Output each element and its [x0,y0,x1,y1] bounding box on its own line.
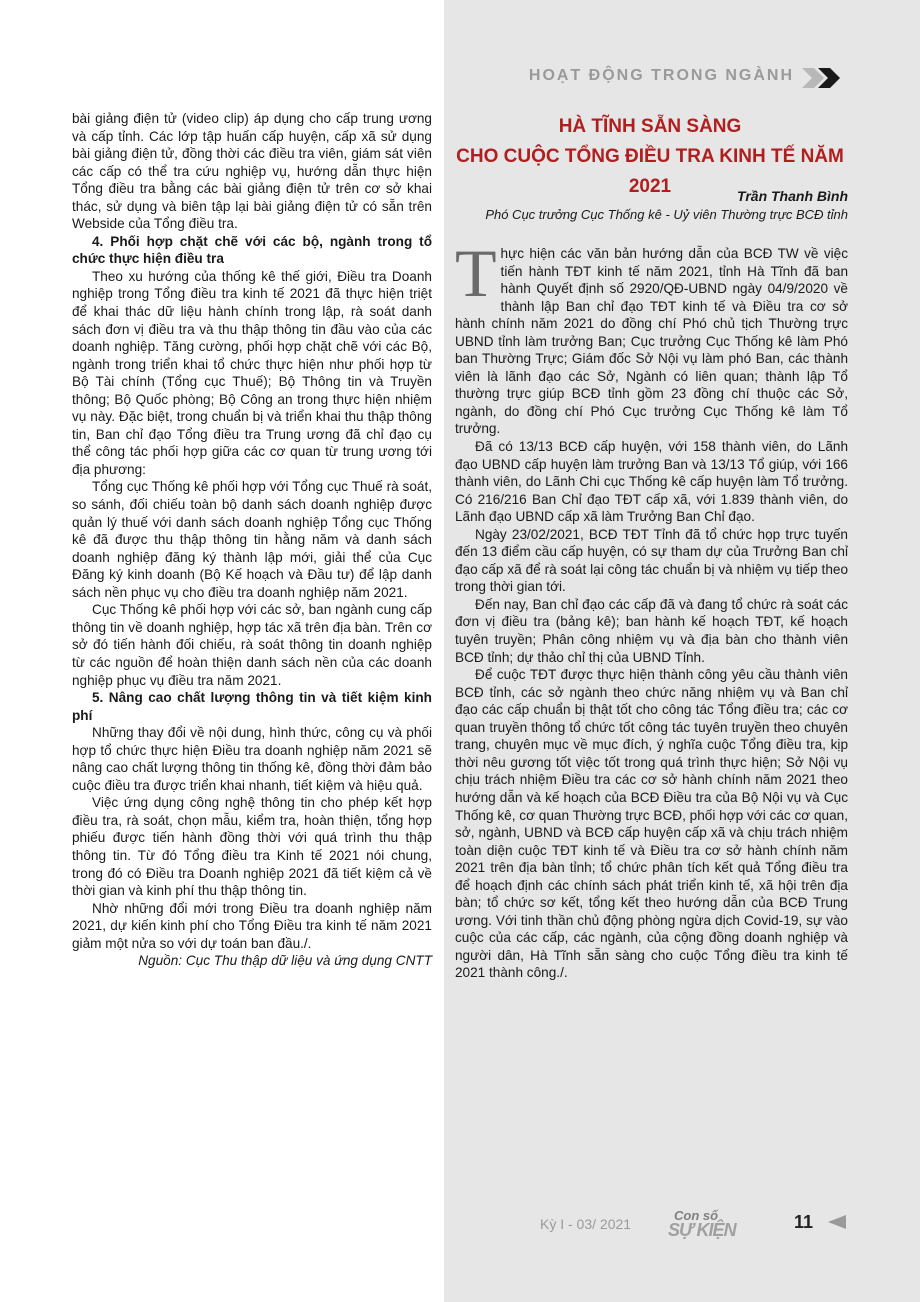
title-line-2: CHO CUỘC TỔNG ĐIỀU TRA KINH TẾ NĂM 2021 [456,146,844,197]
page-footer [540,1208,850,1242]
double-chevron-icon [800,66,850,90]
paragraph-body: Những thay đổi về nội dung, hình thức, công cụ và phối hợp tổ chức thực hiện Điều tra doanh nghiệp năm 2021 sẽ nâng cao chất lượng thông tin thống kê, đồng thời đảm bảo cuộc điều tra được triển khai nhanh, tiết kiệm và hiệu quả. [72,725,432,793]
title-line-1: HÀ TĨNH SẴN SÀNG [558,116,742,137]
drop-cap: T [455,235,497,311]
heading-section-5: 5. Nâng cao chất lượng thông tin và tiết kiệm kinh phí [72,690,432,723]
heading-section-4: 4. Phối hợp chặt chẽ với các bộ, ngành trong tổ chức thực hiện điều tra [72,233,432,267]
lead-text: hực hiện các văn bản hướng dẫn của BCĐ TW về việc tiến hành TĐT kinh tế năm 2021, tỉnh Hà Tĩnh đã ban hành Quyết định số 2920/QĐ-UBND ngày 04/9/2020 về thành lập Ban chỉ đạo TĐT kinh tế và Điều tra cơ sở hành chính năm 2021 do đồng chí Phó chủ tịch Thường trực UBND tỉnh làm trưởng Ban; Cục trưởng Cục Thống kê làm Phó ban Thường Trực; Giám đốc Sở Nội vụ làm phó Ban, các thành viên là lãnh đạo các Sở, Ngành có liên quan; thành lập Tổ thường trực giúp BCĐ tỉnh gồm 23 đồng chí thuộc các Sở, ngành, do đồng chí Phó Cục trưởng Cục Thống kê làm Tổ trưởng. [455,246,848,437]
paragraph-body: Tổng cục Thống kê phối hợp với Tổng cục Thuế rà soát, so sánh, đối chiếu toàn bộ danh sách doanh nghiệp được quản lý thuế với danh sách doanh nghiệp Tổng cục Thống kê đã được thu thập thông tin hằng năm và danh sách doanh nghiệp đăng ký thành lập mới, giải thể của Cục Đăng ký kinh doanh (Bộ Kế hoạch và Đầu tư) để lập danh sách nền phục vụ cho điều tra doanh nghiệp năm 2021. [72,479,432,600]
magazine-logo-top: Con số [674,1208,719,1223]
author-name: Trần Thanh Bình [737,188,848,204]
page-arrow-icon [826,1214,848,1230]
left-article-text [72,110,432,970]
author-role: Phó Cục trưởng Cục Thống kê - Uỷ viên Thường trực BCĐ tỉnh [485,207,848,222]
paragraph-body: Ngày 23/02/2021, BCĐ TĐT Tỉnh đã tổ chức họp trực tuyến đến 13 điểm cầu cấp huyện, có sự tham dự của Trưởng Ban chỉ đạo cấp xã để rà soát lại công tác chuẩn bị và nhiệm vụ tiếp theo trong thời gian tới. [455,526,848,595]
page-number: 11 [794,1212,814,1232]
issue-label: Kỳ I - 03/ 2021 [540,1216,632,1232]
magazine-logo-bottom: SỰ KIỆN [668,1220,736,1240]
paragraph-body: Để cuộc TĐT được thực hiện thành công yêu cầu thành viên BCĐ tỉnh, các sở ngành theo chức năng nhiệm vụ và Ban chỉ đạo các cấp chuẩn bị thật tốt cho công tác Tổng điều tra; các cơ quan truyền thông tổ chức tốt công tác tuyên truyền theo chuyên trang, chuyên mục về mục đích, ý nghĩa cuộc Tổng điều tra, kịp thời nêu gương tốt việc tốt trong quá trình thực hiện; Sở Nội vụ chịu trách nhiệm Điều tra các cơ sở hành chính năm 2021 theo hướng dẫn và kế hoạch của BCĐ Điều tra của Bộ Nội vụ và Cục Thống kê, cơ quan Thường trực BCĐ, phối hợp với các cơ quan, sở, ngành, UBND và BCĐ cấp huyện cấp xã và chịu trách nhiệm toàn diện cuộc TĐT kinh tế và Điều tra cơ sở hành chính năm 2021 trên địa bàn tỉnh; tổ chức phân tích kết quả Tổng điều tra để hoạch định các chính sách phát triển kinh tế, xã hội trên địa bàn; tổ chức sơ kết, tổng kết theo hướng dẫn của BCĐ Trung ương. Với tinh thần chủ động phòng ngừa dịch Covid-19, sự vào cuộc của các cấp, các ngành, của cộng đồng doanh nghiệp và người dân, Hà Tĩnh sẵn sàng cho cuộc Tổng điều tra kinh tế 2021 thành công./. [455,667,848,981]
paragraph-body: Nhờ những đổi mới trong Điều tra doanh nghiệp năm 2021, dự kiến kinh phí cho Tổng Điều tra kinh tế năm 2021 giảm một nửa so với dự toán ban đầu./. [72,900,432,951]
section-label: HOẠT ĐỘNG TRONG NGÀNH [528,67,794,84]
paragraph-lead [455,235,848,438]
paragraph-body: Việc ứng dụng công nghệ thông tin cho phép kết hợp điều tra, rà soát, chọn mẫu, kiểm tra, hoàn thiện, tổng hợp phiếu được tiến hành đồng thời với quá trình thu thập thông tin. Từ đó Tổng điều tra Kinh tế 2021 nói chung, trong đó có Điều tra Doanh nghiệp 2021 đã tiết kiệm cả về thời gian và kinh phí thu thập thông tin. [72,795,432,899]
right-article-text [455,235,848,982]
paragraph-body: Đến nay, Ban chỉ đạo các cấp đã và đang tổ chức rà soát các đơn vị điều tra (bảng kê); ban hành kế hoạch TĐT, kế hoạch tuyên truyền; Phân công nhiệm vụ và địa bàn cho thành viên BCĐ tỉnh; dự thảo chỉ thị của UBND Tỉnh. [455,596,848,665]
paragraph-body: Theo xu hướng của thống kê thế giới, Điều tra Doanh nghiệp trong Tổng điều tra kinh tế 2021 đã thực hiện triệt để khai thác dữ liệu hành chính trong lập, rà soát danh sách đơn vị điều tra và thu thập thông tin đầu vào của các doanh nghiệp. Tăng cường, phối hợp chặt chẽ với các Bộ, ngành trong triển khai tổ chức thực hiện như phối hợp từ Bộ Tài chính (Tổng cục Thuế); Bộ Thông tin và Truyền thông; Bộ Quốc phòng; Bộ Công an trong thực hiện nhiệm vụ này. Đặc biệt, trong chuẩn bị và triển khai thu thập thông tin, Ban chỉ đạo Tổng điều tra Trung ương đã chỉ đạo cụ thể công tác phối hợp giữa các cơ quan từ trung ương tới địa phương: [72,268,432,477]
paragraph-body: Cục Thống kê phối hợp với các sở, ban ngành cung cấp thông tin về doanh nghiệp, hợp tác xã trên địa bàn. Trên cơ sở đó tiến hành đối chiếu, rà soát thông tin doanh nghiệp từ các nguồn để hoàn thiện danh sách nền của các doanh nghiệp phục vụ điều tra năm 2021. [72,602,432,688]
paragraph-intro: bài giảng điện tử (video clip) áp dụng cho cấp trung ương và cấp tỉnh. Các lớp tập huấn cấp huyện, cấp xã sử dụng bài giảng điện tử, đồng thời các điều tra viên, giám sát viên các cấp có thể tra cứu nghiệp vụ, hướng dẫn thực hiện Tổng điều tra bằng các bài giảng điện tử trên cơ sở khai thác, sử dụng và biên tập lại bài giảng điện tử có sẵn trên Webside của Tổng điều tra. [72,111,432,232]
paragraph-body: Đã có 13/13 BCĐ cấp huyện, với 158 thành viên, do Lãnh đạo UBND cấp huyện làm trưởng Ban và 13/13 Tổ giúp, với 166 thành viên, do Lãnh Chi cục Thống kê cấp huyện làm Tổ trưởng. Có 216/216 Ban Chỉ đạo TĐT cấp xã, với 1.839 thành viên, do Lãnh đạo UBND cấp xã làm Trưởng Ban Chỉ đạo. [455,439,848,525]
source-note: Nguồn: Cục Thu thập dữ liệu và ứng dụng CNTT [138,953,432,969]
